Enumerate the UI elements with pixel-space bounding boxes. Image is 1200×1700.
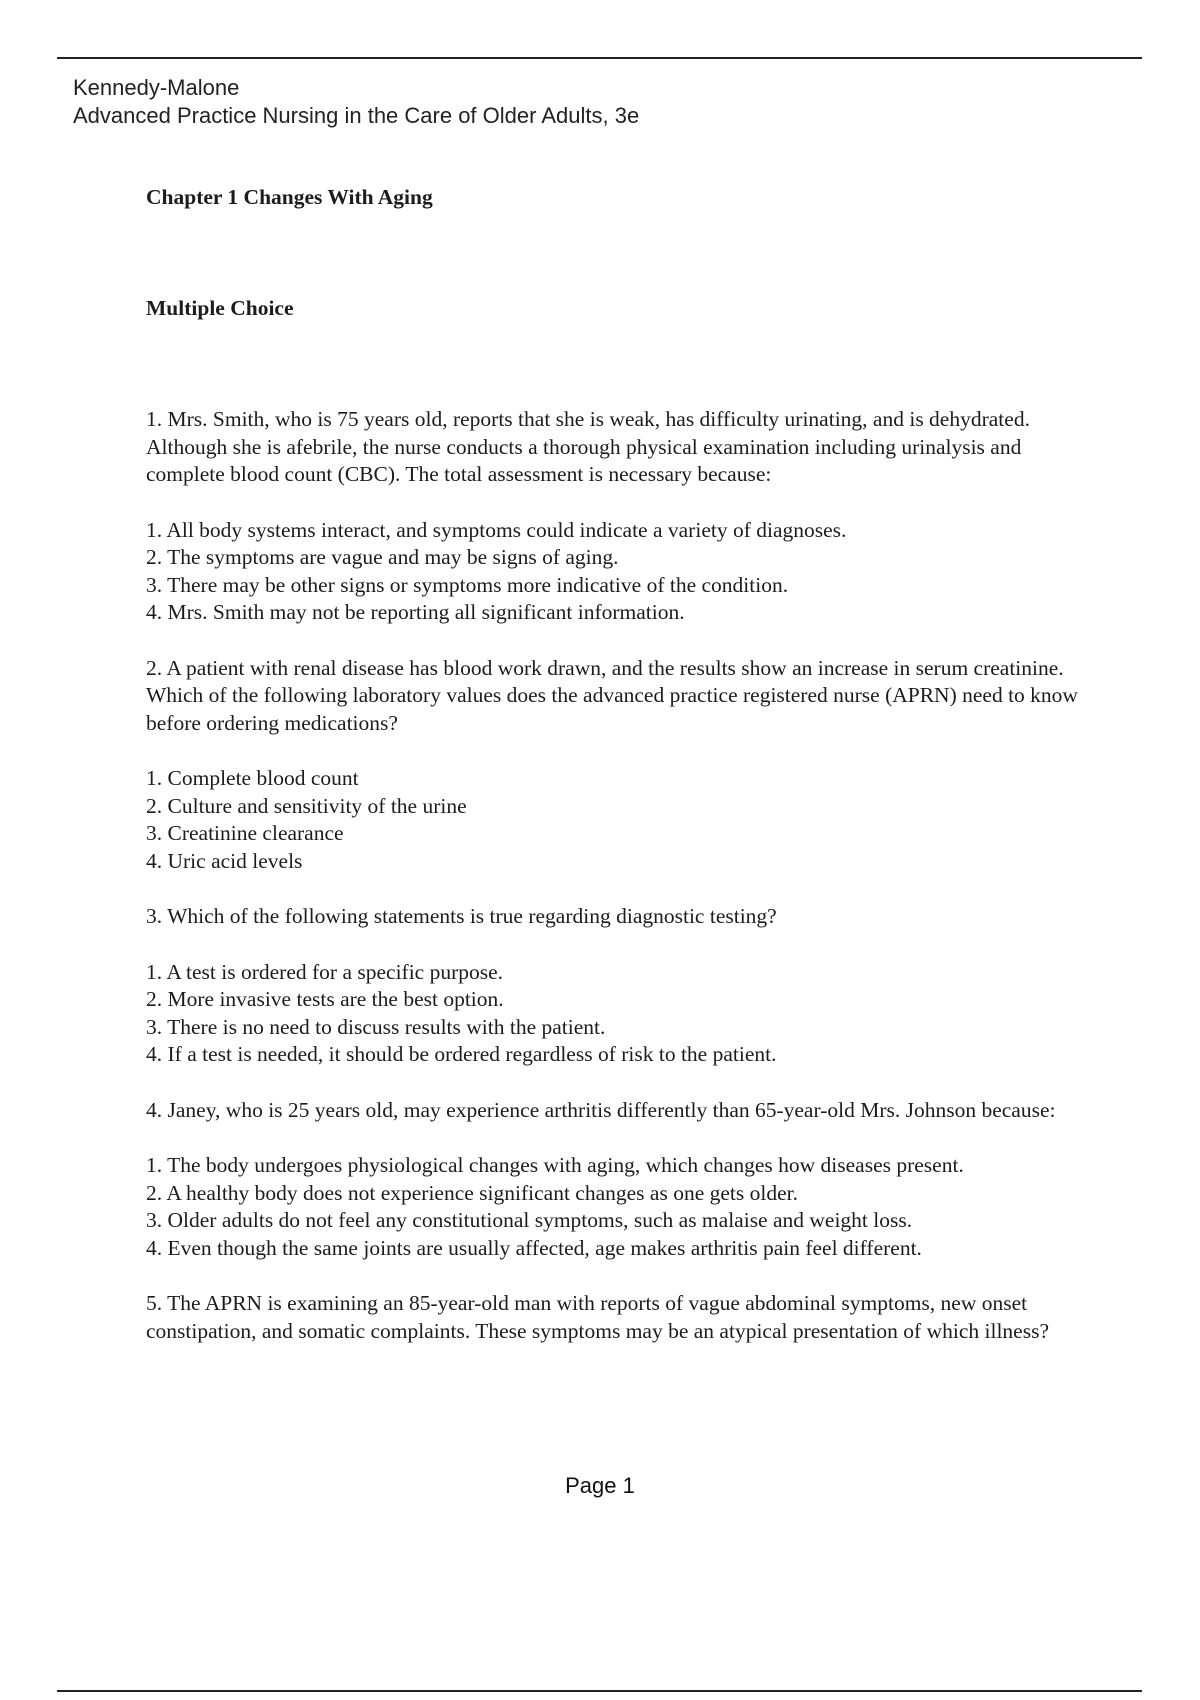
- question-1: [146, 406, 1096, 627]
- running-header: [73, 74, 639, 130]
- question-4: [146, 1097, 1096, 1263]
- answer-option: 3. There is no need to discuss results with the patient.: [146, 1014, 606, 1039]
- top-rule: [57, 57, 1142, 59]
- answer-option: 3. Creatinine clearance: [146, 821, 344, 845]
- page-number: Page 1: [565, 1473, 635, 1498]
- answer-option: 2. Culture and sensitivity of the urine: [146, 793, 467, 818]
- chapter-title: Chapter 1 Changes With Aging: [146, 185, 433, 209]
- answer-option: 4. Uric acid levels: [146, 848, 303, 873]
- bottom-rule: [57, 1690, 1142, 1692]
- question-5: [146, 1290, 1096, 1345]
- section-title: Multiple Choice: [146, 296, 294, 320]
- document-body: [146, 184, 1096, 1373]
- question-stem: 4. Janey, who is 25 years old, may experience arthritis differently than 65-year-old Mrs. Johnson because:: [146, 1097, 1056, 1122]
- answer-option: 2. More invasive tests are the best option.: [146, 987, 504, 1011]
- answer-option: 3. Older adults do not feel any constitutional symptoms, such as malaise and weight loss.: [146, 1208, 913, 1232]
- answer-option: 2. The symptoms are vague and may be signs of aging.: [146, 545, 619, 569]
- answer-option: 2. A healthy body does not experience significant changes as one gets older.: [146, 1180, 798, 1205]
- answer-option: 1. The body undergoes physiological changes with aging, which changes how diseases present.: [146, 1153, 964, 1177]
- answer-option: 1. A test is ordered for a specific purpose.: [146, 959, 504, 984]
- answer-options: [146, 959, 1096, 1069]
- question-3: [146, 903, 1096, 1069]
- question-stem: 1. Mrs. Smith, who is 75 years old, reports that she is weak, has difficulty urinating, and is dehydrated. Although she is afebrile, the nurse conducts a thorough physical examination including urinalysis and complete blood count (CBC). The total assessment is necessary because:: [146, 407, 1030, 486]
- answer-option: 1. Complete blood count: [146, 766, 359, 790]
- answer-options: [146, 1152, 1096, 1262]
- question-stem: 5. The APRN is examining an 85-year-old man with reports of vague abdominal symptoms, new onset constipation, and somatic complaints. These symptoms may be an atypical presentation of which illness?: [146, 1291, 1049, 1343]
- answer-options: [146, 765, 1096, 875]
- question-stem: 3. Which of the following statements is true regarding diagnostic testing?: [146, 904, 777, 928]
- question-stem: 2. A patient with renal disease has blood work drawn, and the results show an increase in serum creatinine. Which of the following laboratory values does the advanced practice registered nurse (APRN) need to know before ordering medications?: [146, 655, 1078, 735]
- author-name: Kennedy-Malone: [73, 75, 240, 100]
- answer-options: [146, 517, 1096, 627]
- answer-option: 4. Even though the same joints are usually affected, age makes arthritis pain feel different.: [146, 1235, 922, 1260]
- question-2: [146, 655, 1096, 876]
- answer-option: 4. If a test is needed, it should be ordered regardless of risk to the patient.: [146, 1042, 777, 1066]
- answer-option: 4. Mrs. Smith may not be reporting all significant information.: [146, 600, 685, 624]
- answer-option: 1. All body systems interact, and symptoms could indicate a variety of diagnoses.: [146, 517, 847, 542]
- question-list: [146, 406, 1096, 1345]
- answer-option: 3. There may be other signs or symptoms more indicative of the condition.: [146, 572, 789, 597]
- book-title: Advanced Practice Nursing in the Care of Older Adults, 3e: [73, 103, 640, 128]
